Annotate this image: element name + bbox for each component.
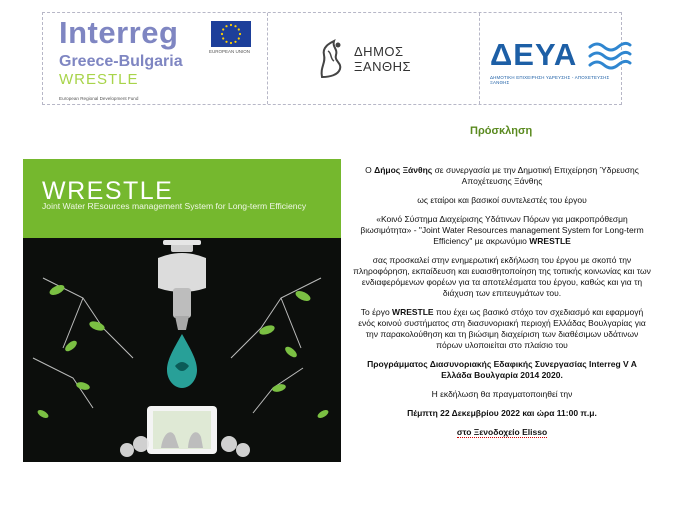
interreg-wordmark: Interreg xyxy=(59,15,179,50)
water-tap-illustration xyxy=(23,238,341,462)
interreg-region: Greece-Bulgaria xyxy=(59,53,183,70)
project-acronym: WRESTLE xyxy=(529,236,571,246)
dimos-emblem-icon xyxy=(316,37,350,81)
paragraph-purpose: σας προσκαλεί στην ενημερωτική εκδήλωση του έργου με σκοπό την πληροφόρηση, εκπαίδευση και ευαισθητοποίηση της τοπικής κοινωνίας και των ενδιαφερόμενων φορέων για τα αποτελέσματα του έργου, καθώς και για τη διάχυση των επιτευγμάτων του. xyxy=(353,255,651,298)
eu-caption: EUROPEAN UNION xyxy=(209,49,251,54)
paragraph-event-intro: Η εκδήλωση θα πραγματοποιηθεί την xyxy=(431,389,573,399)
poster-title: WRESTLE xyxy=(42,177,174,205)
erdf-caption: European Regional Development Fund xyxy=(59,96,139,101)
event-venue: στο Ξενοδοχείο Elisso xyxy=(456,427,548,437)
paragraph-partners: ως εταίροι και βασικοί συντελεστές του έργου xyxy=(417,195,587,205)
deya-wordmark: ΔΕΥΑ xyxy=(490,37,578,72)
deya-logo xyxy=(479,13,621,104)
host-suffix: σε συνεργασία με την Δημοτική Επιχείρηση Ύδρευσης Αποχέτευσης Ξάνθης xyxy=(432,165,639,186)
event-date: Πέμπτη 22 Δεκεμβρίου 2022 και ώρα 11:00 π.μ. xyxy=(407,408,597,418)
wrestle-poster xyxy=(23,159,341,462)
invitation-title: Πρόσκληση xyxy=(470,125,533,137)
programme-name: Προγράμματος Διασυνοριακής Εδαφικής Συνεργασίας Interreg V A Ελλάδα Βουλγαρία 2014 2020. xyxy=(367,359,637,380)
deya-subtitle: ΔΗΜΟΤΙΚΗ ΕΠΙΧΕΙΡΗΣΗ ΥΔΡΕΥΣΗΣ - ΑΠΟΧΕΤΕΥΣΗΣ ΞΑΝΘΗΣ xyxy=(490,75,610,85)
paragraph-venue xyxy=(352,427,652,438)
eu-stars-icon xyxy=(219,22,243,46)
invitation-body xyxy=(352,165,652,446)
goal-acronym: WRESTLE xyxy=(392,307,434,317)
paragraph-programme xyxy=(352,359,652,381)
paragraph-date xyxy=(352,408,652,419)
logo-strip xyxy=(42,12,622,105)
interreg-logo xyxy=(43,13,267,104)
water-waves-icon xyxy=(588,39,632,73)
dimos-xanthis-logo xyxy=(267,13,479,104)
dimos-name-line1: ΔΗΜΟΣ xyxy=(354,44,404,59)
project-description: «Κοινό Σύστημα Διαχείρισης Υδάτινων Πόρων για μακροπρόθεσμη βιωσιμότητα» - "Joint Water Resources management System for Long-term Efficiency" με ακρωνύμιο xyxy=(360,214,644,246)
interreg-project: WRESTLE xyxy=(59,71,139,88)
eu-flag-icon xyxy=(211,21,251,47)
paragraph-host xyxy=(352,165,652,187)
host-name: Δήμος Ξάνθης xyxy=(374,165,433,175)
host-prefix: Ο xyxy=(365,165,375,175)
dimos-name-line2: ΞΑΝΘΗΣ xyxy=(354,59,412,74)
goal-prefix: Το έργο xyxy=(360,307,393,317)
poster-subtitle: Joint Water REsources management System for Long-term Efficiency xyxy=(42,201,307,211)
paragraph-project xyxy=(352,214,652,247)
goal-text: που έχει ως βασικό στόχο τον σχεδιασμό και εφαρμογή ενός κοινού συστήματος στη διασυνοριακή περιοχή Ελλάδας Βουλγαρίας για την παρακολούθηση και τη βιώσιμη διαχείριση των διαθέσιμων υδάτινων πόρων υλοποιείται στο πλαίσιο του xyxy=(358,307,646,350)
paragraph-goal xyxy=(352,307,652,351)
